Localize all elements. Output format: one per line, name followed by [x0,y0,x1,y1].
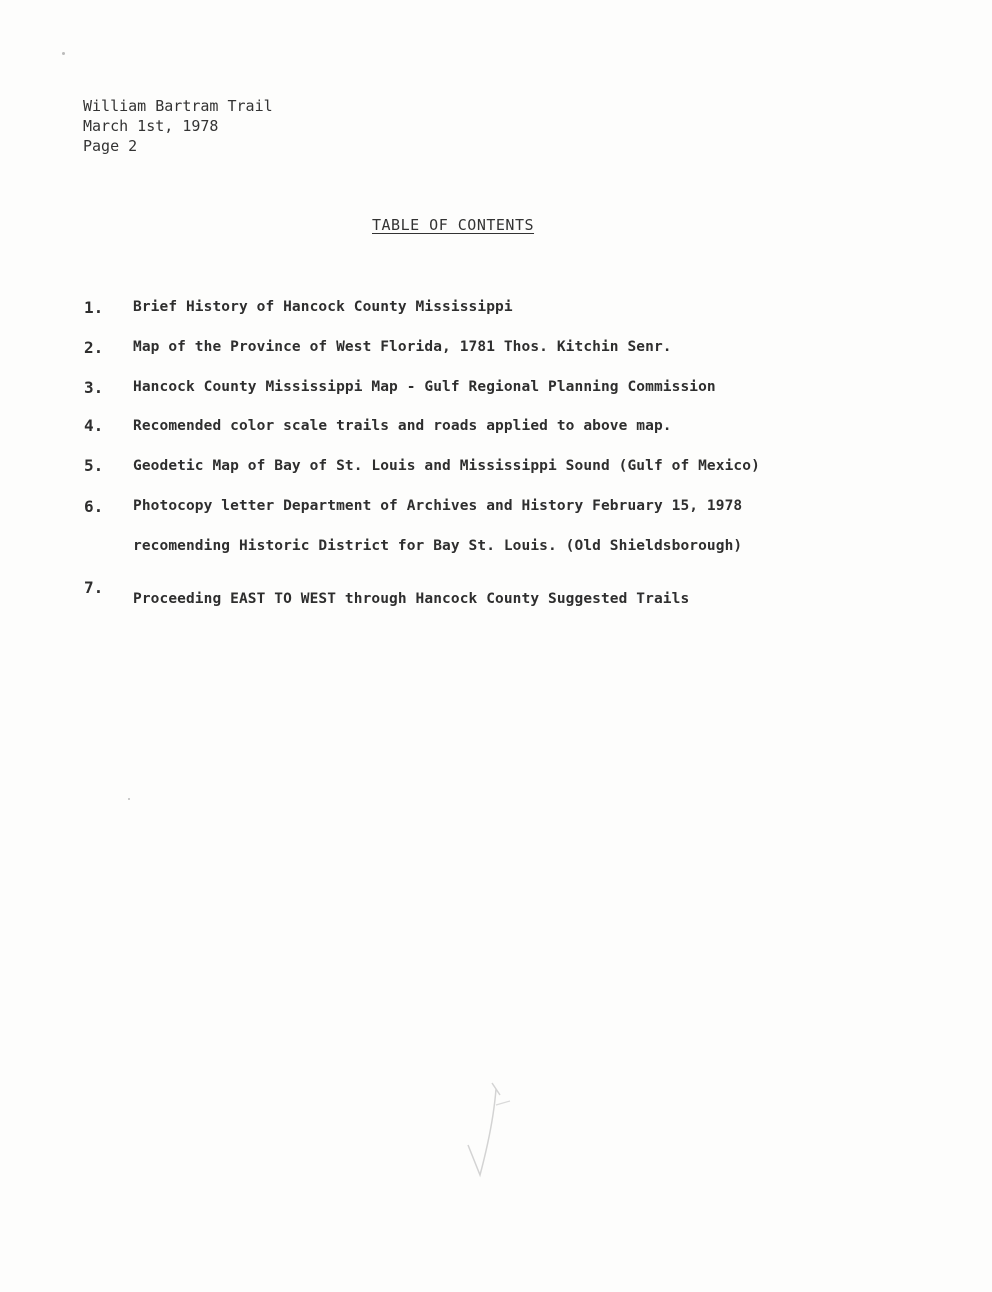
toc-item-text: Photocopy letter Department of Archives and History February 15, 1978 [133,498,743,514]
header-date: March 1st, 1978 [83,117,219,135]
toc-item-text-continued: recomending Historic District for Bay St. Louis. (Old Shieldsborough) [133,538,743,554]
toc-item-text: Geodetic Map of Bay of St. Louis and Mississippi Sound (Gulf of Mexico) [133,458,760,474]
toc-item-number: 1. [84,298,104,317]
toc-title: TABLE OF CONTENTS [372,216,535,234]
toc-item-text: Proceeding EAST TO WEST through Hancock County Suggested Trails [133,591,690,607]
toc-item-text: Hancock County Mississippi Map - Gulf Regional Planning Commission [133,379,716,395]
toc-item-number: 5. [84,456,104,475]
scan-speck [128,798,130,800]
header-page: Page 2 [83,137,138,155]
toc-item-number: 6. [84,497,104,516]
toc-item-text: Recomended color scale trails and roads applied to above map. [133,418,672,434]
toc-item-text: Brief History of Hancock County Mississippi [133,299,513,315]
pencil-mark-icon [450,1075,530,1185]
toc-item-number: 2. [84,338,104,357]
header-title: William Bartram Trail [83,97,273,115]
toc-item-number: 7. [84,578,104,597]
toc-item-text: Map of the Province of West Florida, 1781 Thos. Kitchin Senr. [133,339,672,355]
toc-item-number: 3. [84,378,104,397]
toc-item-number: 4. [84,416,104,435]
scan-speck [62,52,65,55]
